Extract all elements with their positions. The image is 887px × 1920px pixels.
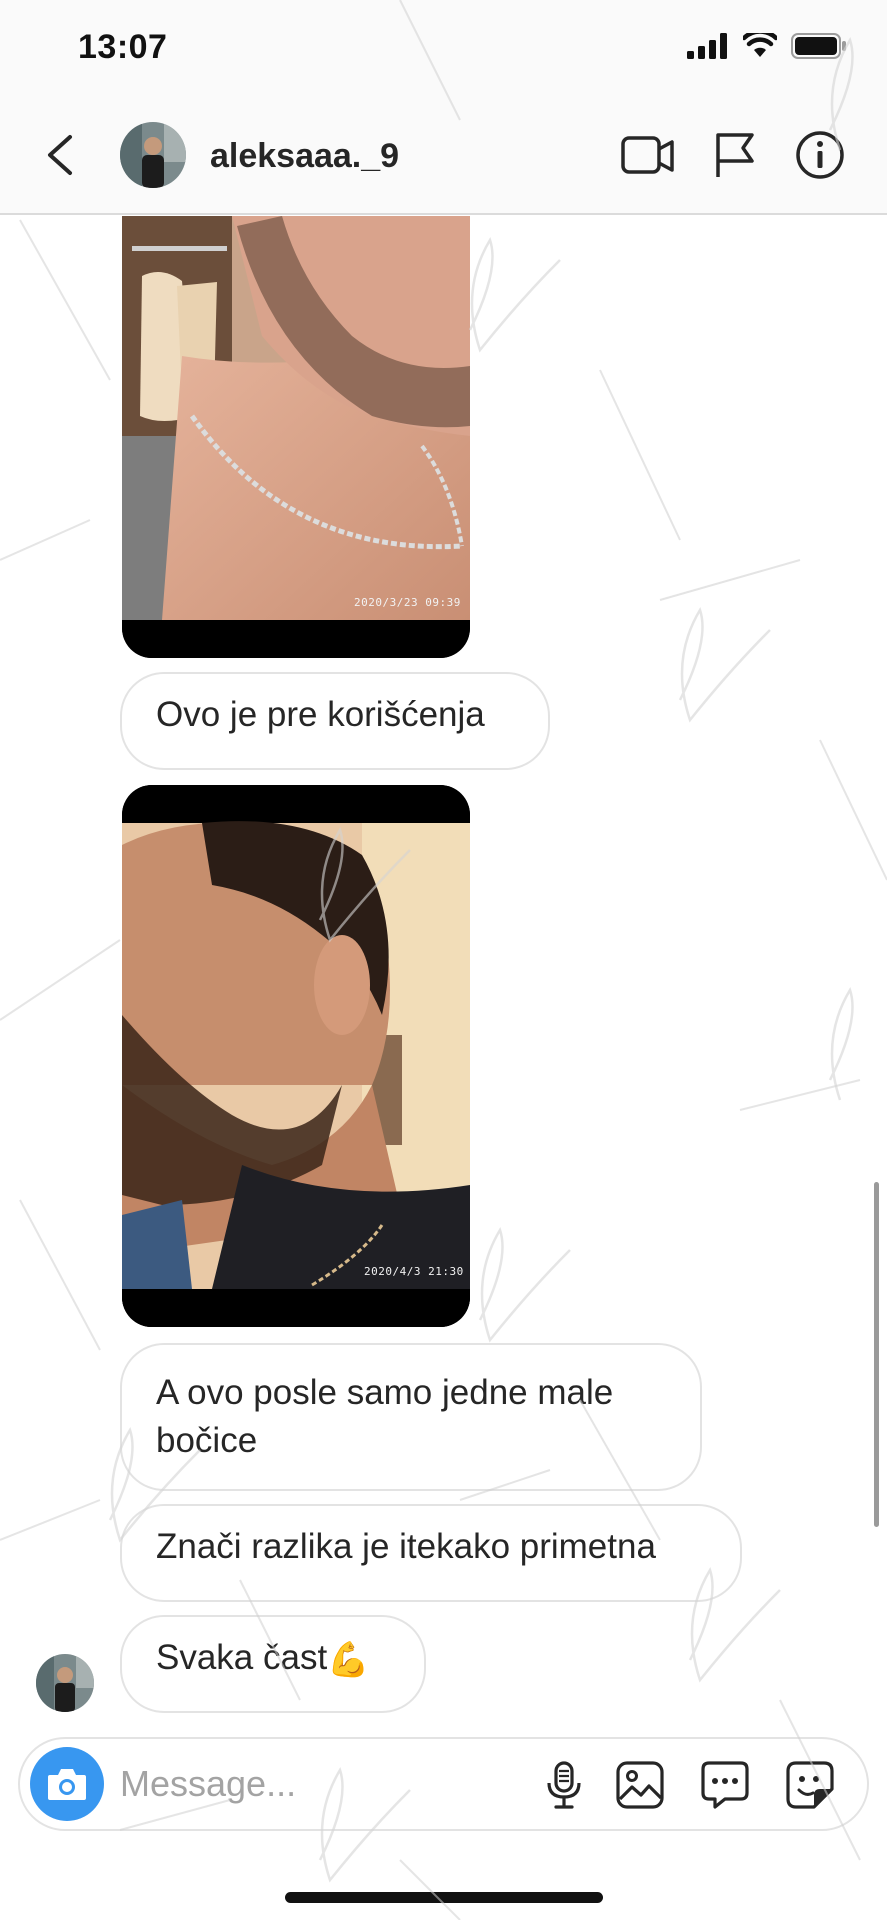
message-text: A ovo posle samo jedne male bočice: [156, 1373, 614, 1460]
flag-icon[interactable]: [712, 131, 758, 179]
battery-icon: [791, 32, 847, 60]
camera-icon: [46, 1766, 88, 1802]
message-bubble[interactable]: [120, 1343, 702, 1491]
message-bubble[interactable]: [120, 1615, 426, 1713]
back-chevron-icon[interactable]: [40, 131, 80, 179]
photo-message[interactable]: [122, 216, 470, 658]
message-text: Znači razlika je itekako primetna: [156, 1527, 656, 1566]
status-time: 13:07: [78, 28, 168, 66]
message-composer: [18, 1737, 869, 1831]
conversation-username[interactable]: aleksaaa._9: [210, 137, 400, 175]
gallery-icon[interactable]: [614, 1759, 666, 1811]
status-bar: [0, 0, 887, 95]
camera-button[interactable]: [30, 1747, 104, 1821]
microphone-icon[interactable]: [538, 1759, 590, 1811]
message-input[interactable]: [120, 1755, 420, 1813]
sender-avatar[interactable]: [36, 1654, 94, 1712]
scroll-indicator[interactable]: [874, 1182, 879, 1527]
home-indicator[interactable]: [285, 1892, 603, 1903]
chat-header: [0, 95, 887, 215]
info-icon[interactable]: [794, 129, 846, 181]
sticker-icon[interactable]: [784, 1759, 836, 1811]
message-bubble[interactable]: [120, 1504, 742, 1602]
photo-timestamp: 2020/4/3 21:30: [364, 1265, 464, 1278]
avatar[interactable]: [120, 122, 186, 188]
wifi-icon: [743, 33, 777, 59]
message-text: Ovo je pre korišćenja: [156, 695, 485, 734]
cellular-signal-icon: [687, 33, 729, 59]
flexed-biceps-emoji: 💪: [327, 1640, 370, 1679]
photo-timestamp: 2020/3/23 09:39: [354, 596, 461, 609]
status-icons: [687, 32, 847, 60]
video-call-icon[interactable]: [620, 133, 676, 179]
photo-message[interactable]: [122, 785, 470, 1327]
message-text: Svaka čast: [156, 1638, 328, 1677]
chat-bubble-icon[interactable]: [699, 1759, 751, 1811]
message-bubble[interactable]: [120, 672, 550, 770]
